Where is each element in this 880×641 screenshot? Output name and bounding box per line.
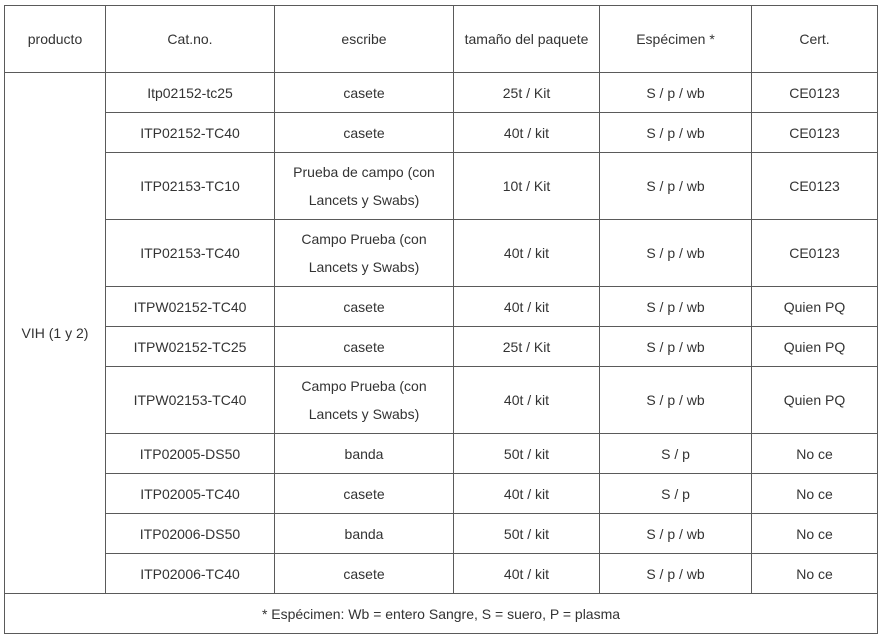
table-row — [5, 434, 878, 474]
cat-cell: ITP02153-TC10 — [106, 153, 275, 220]
specimen-cell: S / p — [600, 474, 752, 514]
footnote-row — [5, 594, 878, 634]
size-cell: 25t / Kit — [454, 327, 600, 367]
header-escribe: escribe — [275, 6, 454, 73]
cat-cell: ITPW02152-TC25 — [106, 327, 275, 367]
type-cell: banda — [275, 514, 454, 554]
cert-cell: CE0123 — [752, 113, 878, 153]
cat-cell: Itp02152-tc25 — [106, 73, 275, 113]
cert-cell: Quien PQ — [752, 367, 878, 434]
specimen-cell: S / p — [600, 434, 752, 474]
header-catno: Cat.no. — [106, 6, 275, 73]
type-cell: casete — [275, 474, 454, 514]
table-row — [5, 220, 878, 287]
cert-cell: Quien PQ — [752, 327, 878, 367]
cat-cell: ITP02005-TC40 — [106, 474, 275, 514]
specimen-cell: S / p / wb — [600, 514, 752, 554]
cat-cell: ITP02006-TC40 — [106, 554, 275, 594]
specimen-cell: S / p / wb — [600, 153, 752, 220]
cat-cell: ITP02153-TC40 — [106, 220, 275, 287]
specimen-cell: S / p / wb — [600, 220, 752, 287]
specimen-cell: S / p / wb — [600, 367, 752, 434]
cat-cell: ITP02006-DS50 — [106, 514, 275, 554]
cert-cell: Quien PQ — [752, 287, 878, 327]
cat-cell: ITPW02153-TC40 — [106, 367, 275, 434]
size-cell: 50t / kit — [454, 514, 600, 554]
specimen-cell: S / p / wb — [600, 73, 752, 113]
type-cell: banda — [275, 434, 454, 474]
size-cell: 40t / kit — [454, 220, 600, 287]
product-table — [4, 5, 878, 634]
type-cell: casete — [275, 554, 454, 594]
table-row — [5, 367, 878, 434]
table-row — [5, 514, 878, 554]
specimen-cell: S / p / wb — [600, 327, 752, 367]
product-cell: VIH (1 y 2) — [5, 73, 106, 594]
cert-cell: No ce — [752, 514, 878, 554]
header-producto: producto — [5, 6, 106, 73]
header-especimen: Espécimen * — [600, 6, 752, 73]
header-cert: Cert. — [752, 6, 878, 73]
size-cell: 40t / kit — [454, 474, 600, 514]
header-tamano: tamaño del paquete — [454, 6, 600, 73]
cert-cell: CE0123 — [752, 220, 878, 287]
table-row — [5, 73, 878, 113]
size-cell: 40t / kit — [454, 287, 600, 327]
cat-cell: ITP02152-TC40 — [106, 113, 275, 153]
specimen-cell: S / p / wb — [600, 113, 752, 153]
type-cell: casete — [275, 73, 454, 113]
cert-cell: No ce — [752, 554, 878, 594]
size-cell: 25t / Kit — [454, 73, 600, 113]
type-cell: Prueba de campo (con Lancets y Swabs) — [275, 153, 454, 220]
type-cell: casete — [275, 113, 454, 153]
size-cell: 50t / kit — [454, 434, 600, 474]
type-cell: casete — [275, 327, 454, 367]
type-cell: Campo Prueba (con Lancets y Swabs) — [275, 220, 454, 287]
cat-cell: ITPW02152-TC40 — [106, 287, 275, 327]
table-row — [5, 554, 878, 594]
cert-cell: CE0123 — [752, 73, 878, 113]
size-cell: 10t / Kit — [454, 153, 600, 220]
cat-cell: ITP02005-DS50 — [106, 434, 275, 474]
specimen-cell: S / p / wb — [600, 554, 752, 594]
size-cell: 40t / kit — [454, 113, 600, 153]
cert-cell: CE0123 — [752, 153, 878, 220]
type-cell: casete — [275, 287, 454, 327]
table-row — [5, 113, 878, 153]
table-row — [5, 287, 878, 327]
cert-cell: No ce — [752, 434, 878, 474]
type-cell: Campo Prueba (con Lancets y Swabs) — [275, 367, 454, 434]
table-row — [5, 327, 878, 367]
header-row — [5, 6, 878, 73]
table-row — [5, 474, 878, 514]
table-row — [5, 153, 878, 220]
specimen-cell: S / p / wb — [600, 287, 752, 327]
size-cell: 40t / kit — [454, 367, 600, 434]
cert-cell: No ce — [752, 474, 878, 514]
size-cell: 40t / kit — [454, 554, 600, 594]
footnote: * Espécimen: Wb = entero Sangre, S = suero, P = plasma — [5, 594, 878, 634]
